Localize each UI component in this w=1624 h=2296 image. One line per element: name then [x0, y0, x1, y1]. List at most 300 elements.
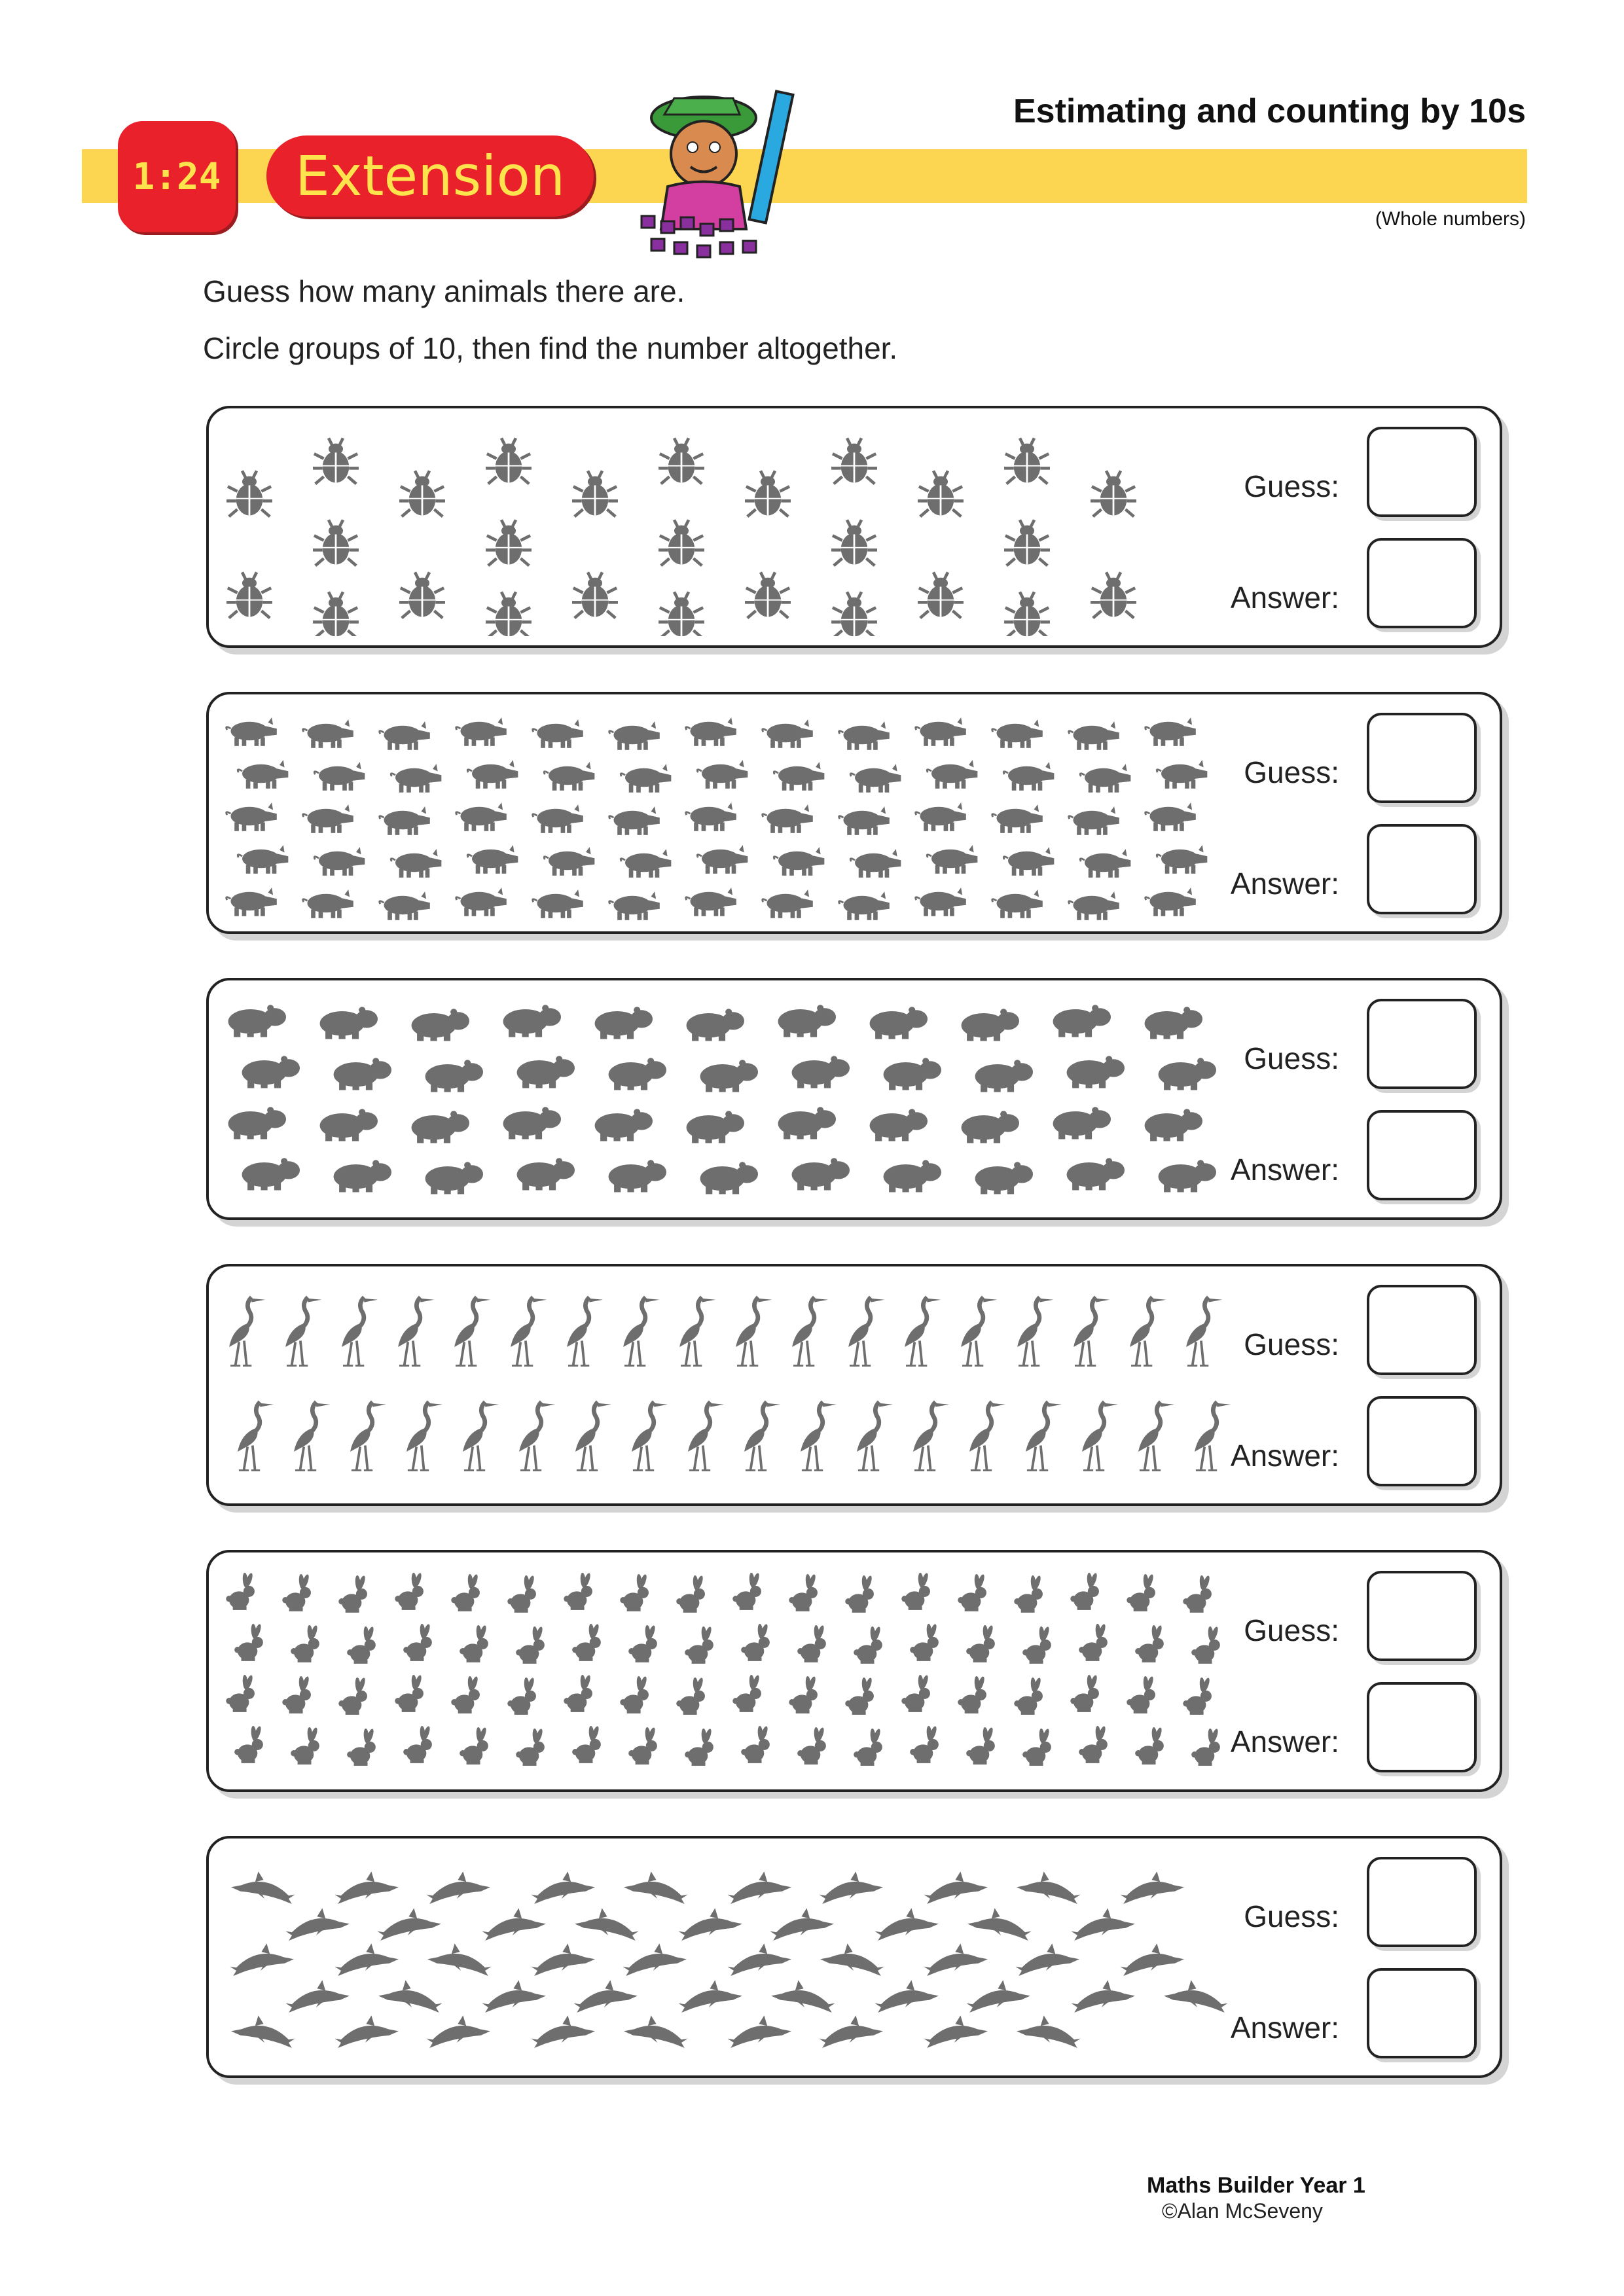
hippo-icon [1053, 1005, 1111, 1037]
rabbit-icon [1135, 1624, 1164, 1662]
answer-label: Answer: [1230, 1439, 1339, 1473]
page-title: Estimating and counting by 10s [1013, 92, 1526, 130]
hippo-icon [425, 1060, 483, 1092]
rabbit-icon [1070, 1674, 1099, 1712]
heron-icon [688, 1402, 724, 1471]
beetle-panel [206, 406, 1502, 648]
dolphin-group [223, 1848, 1303, 2066]
hippo-icon [412, 1111, 469, 1143]
answer-label: Answer: [1230, 1725, 1339, 1759]
heron-icon [1017, 1297, 1053, 1366]
pig-icon [1146, 888, 1196, 916]
rabbit-icon [282, 1573, 311, 1611]
answer-box[interactable] [1367, 1968, 1477, 2058]
dolphin-icon [819, 2015, 883, 2048]
dolphin-icon [678, 1980, 742, 2013]
dolphin-icon [377, 1908, 441, 1941]
pig-icon [621, 764, 671, 793]
rabbit-icon [910, 1623, 939, 1661]
heron-icon [961, 1297, 997, 1366]
rabbit-icon [901, 1572, 930, 1610]
hippo-icon [884, 1058, 941, 1090]
dolphin-icon [285, 1908, 350, 1941]
rabbit-icon [291, 1727, 319, 1765]
pig-icon [238, 845, 288, 874]
dolphin-icon [230, 1943, 294, 1976]
rabbit-icon [854, 1728, 882, 1766]
hippo-icon [962, 1111, 1019, 1143]
pig-icon [992, 719, 1043, 748]
beetle-icon [1091, 572, 1136, 618]
heron-icon [1195, 1402, 1231, 1471]
hippo-icon [975, 1162, 1033, 1194]
hippo-icon [962, 1009, 1019, 1041]
hippo-icon [778, 1107, 836, 1139]
beetle-icon [918, 572, 964, 618]
pig-icon [380, 891, 430, 920]
dolphin-icon [771, 1980, 835, 2013]
guess-box[interactable] [1367, 1285, 1477, 1375]
beetle-group [223, 418, 1303, 636]
rabbit-icon [347, 1626, 376, 1664]
heron-icon [285, 1297, 321, 1366]
rabbit-icon [1127, 1573, 1155, 1611]
pig-icon [238, 760, 288, 789]
hippo-icon [1145, 1109, 1202, 1141]
rabbit-icon [741, 1725, 770, 1763]
dolphin-icon [426, 2015, 490, 2048]
hippo-icon [503, 1005, 561, 1037]
answer-box[interactable] [1367, 824, 1477, 914]
pig-icon [533, 719, 583, 748]
pig-icon [533, 889, 583, 918]
rabbit-icon [347, 1728, 376, 1766]
heron-icon [519, 1402, 555, 1471]
pig-icon [916, 802, 966, 831]
rabbit-panel [206, 1550, 1502, 1792]
pig-icon [380, 721, 430, 750]
guess-label: Guess: [1244, 1613, 1339, 1647]
dolphin-icon [1017, 1871, 1081, 1904]
pig-icon [697, 760, 748, 789]
heron-icon [913, 1402, 949, 1471]
rabbit-icon [676, 1677, 705, 1715]
heron-icon [1026, 1402, 1062, 1471]
rabbit-icon [732, 1572, 761, 1610]
pig-icon [609, 806, 660, 835]
pig-icon [314, 762, 365, 791]
copyright: ©Alan McSeveny [1162, 2199, 1323, 2223]
beetle-icon [1004, 592, 1050, 636]
pig-icon [850, 764, 901, 793]
topic-subtitle: (Whole numbers) [1375, 208, 1526, 230]
hippo-icon [687, 1111, 744, 1143]
heron-icon [1074, 1297, 1110, 1366]
pig-icon [303, 889, 353, 918]
pig-icon [697, 845, 748, 874]
dolphin-icon [285, 1980, 350, 2013]
rabbit-icon [685, 1626, 713, 1664]
beetle-icon [313, 592, 359, 636]
hippo-icon [320, 1109, 378, 1141]
dolphin-icon [727, 2015, 791, 2048]
dolphin-icon [1015, 1943, 1079, 1976]
rabbit-icon [1135, 1727, 1164, 1765]
pig-icon [391, 849, 441, 878]
beetle-icon [745, 471, 791, 516]
pig-icon [992, 889, 1043, 918]
heron-icon [1138, 1402, 1174, 1471]
rabbit-icon [395, 1572, 424, 1610]
rabbit-icon [732, 1674, 761, 1712]
guess-box[interactable] [1367, 427, 1477, 517]
rabbit-icon [620, 1676, 649, 1713]
heron-icon [398, 1297, 434, 1366]
hippo-icon [870, 1109, 928, 1141]
dolphin-icon [231, 1871, 295, 1904]
rabbit-icon [628, 1727, 657, 1765]
rabbit-icon [507, 1677, 536, 1715]
rabbit-icon [403, 1725, 432, 1763]
heron-icon [511, 1297, 547, 1366]
dolphin-icon [231, 2015, 295, 2048]
beetle-icon [226, 471, 272, 516]
dolphin-icon [819, 1871, 883, 1904]
beetle-icon [486, 592, 532, 636]
heron-icon [632, 1402, 668, 1471]
pig-icon [1146, 802, 1196, 831]
rabbit-icon [460, 1727, 488, 1765]
beetle-icon [486, 520, 532, 565]
rabbit-icon [845, 1677, 874, 1715]
answer-label: Answer: [1230, 1153, 1339, 1187]
guess-box[interactable] [1367, 1857, 1477, 1947]
beetle-icon [831, 592, 877, 636]
hippo-icon [700, 1162, 758, 1194]
rabbit-icon [1014, 1677, 1043, 1715]
beetle-icon [1004, 520, 1050, 565]
pig-icon [533, 804, 583, 833]
rabbit-group [223, 1562, 1303, 1780]
rabbit-icon [1127, 1676, 1155, 1713]
rabbit-icon [395, 1674, 424, 1712]
pig-icon [303, 719, 353, 748]
answer-label: Answer: [1230, 2011, 1339, 2045]
rabbit-icon [234, 1623, 263, 1661]
heron-icon [294, 1402, 330, 1471]
rabbit-icon [958, 1676, 986, 1713]
dolphin-icon [334, 1943, 399, 1976]
dolphin-icon [482, 1908, 546, 1941]
rabbit-icon [1191, 1728, 1220, 1766]
heron-group [223, 1276, 1303, 1494]
rabbit-icon [226, 1674, 255, 1712]
hippo-icon [334, 1160, 391, 1192]
mascot-illustration [628, 79, 818, 268]
pig-icon [916, 888, 966, 916]
hippo-icon [1159, 1058, 1216, 1090]
heron-icon [406, 1402, 442, 1471]
heron-icon [342, 1297, 378, 1366]
heron-icon [454, 1297, 490, 1366]
dolphin-icon [334, 1871, 399, 1904]
pig-icon [226, 888, 277, 916]
guess-box[interactable] [1367, 1571, 1477, 1661]
pig-icon [927, 845, 977, 874]
heron-icon [679, 1297, 715, 1366]
heron-icon [736, 1297, 772, 1366]
pig-icon [609, 721, 660, 750]
hippo-icon [975, 1060, 1033, 1092]
rabbit-icon [628, 1624, 657, 1662]
guess-label: Guess: [1244, 1899, 1339, 1933]
pig-panel [206, 692, 1502, 934]
heron-icon [463, 1402, 499, 1471]
heron-icon [575, 1402, 611, 1471]
heron-icon [238, 1402, 274, 1471]
dolphin-icon [1120, 1871, 1184, 1904]
beetle-icon [399, 572, 445, 618]
dolphin-icon [1017, 2015, 1081, 2048]
hippo-icon [792, 1158, 850, 1190]
answer-box[interactable] [1367, 1396, 1477, 1486]
pig-icon [839, 721, 890, 750]
dolphin-icon [924, 1943, 988, 1976]
hippo-icon [1067, 1158, 1125, 1190]
hippo-panel [206, 978, 1502, 1220]
hippo-icon [425, 1162, 483, 1194]
hippo-icon [1053, 1107, 1111, 1139]
book-title: Maths Builder Year 1 [1147, 2173, 1365, 2198]
hippo-icon [870, 1007, 928, 1039]
rabbit-icon [620, 1573, 649, 1611]
hippo-icon [1067, 1056, 1125, 1088]
instruction-1: Guess how many animals there are. [203, 274, 685, 308]
pig-icon [609, 891, 660, 920]
pig-icon [686, 888, 736, 916]
beetle-icon [659, 438, 704, 484]
dolphin-icon [875, 1980, 939, 2013]
rabbit-icon [1191, 1626, 1220, 1664]
beetle-icon [486, 438, 532, 484]
pig-icon [1003, 762, 1054, 791]
dolphin-icon [727, 1871, 791, 1904]
beetle-icon [659, 520, 704, 565]
pig-icon [303, 804, 353, 833]
pig-icon [621, 849, 671, 878]
rabbit-icon [789, 1573, 818, 1611]
rabbit-icon [901, 1674, 930, 1712]
hippo-icon [595, 1007, 653, 1039]
answer-label: Answer: [1230, 867, 1339, 901]
extension-label: Extension [266, 135, 594, 217]
hippo-icon [320, 1007, 378, 1039]
beetle-icon [1091, 471, 1136, 516]
pig-icon [467, 760, 518, 789]
dolphin-icon [770, 1908, 834, 1941]
pig-icon [839, 891, 890, 920]
beetle-icon [313, 520, 359, 565]
beetle-icon [399, 471, 445, 516]
dolphin-icon [624, 2015, 688, 2048]
beetle-icon [831, 438, 877, 484]
rabbit-icon [516, 1728, 545, 1766]
guess-box[interactable] [1367, 713, 1477, 803]
heron-icon [905, 1297, 941, 1366]
guess-label: Guess: [1244, 1327, 1339, 1361]
dolphin-icon [967, 1908, 1032, 1941]
answer-box[interactable] [1367, 1110, 1477, 1200]
pig-icon [226, 802, 277, 831]
rabbit-icon [845, 1575, 874, 1613]
pig-icon [763, 889, 813, 918]
pig-icon [544, 762, 594, 791]
rabbit-icon [1022, 1626, 1051, 1664]
rabbit-icon [403, 1623, 432, 1661]
dolphin-icon [1071, 1908, 1135, 1941]
pig-group [223, 704, 1303, 922]
rabbit-icon [854, 1626, 882, 1664]
rabbit-icon [572, 1725, 601, 1763]
beetle-icon [659, 592, 704, 636]
pig-icon [763, 719, 813, 748]
dolphin-icon [624, 1871, 688, 1904]
beetle-icon [572, 471, 618, 516]
pig-icon [850, 849, 901, 878]
dolphin-icon [334, 2015, 399, 2048]
heron-icon [744, 1402, 780, 1471]
dolphin-icon [531, 2015, 595, 2048]
rabbit-icon [966, 1624, 995, 1662]
heron-icon [1130, 1297, 1166, 1366]
dolphin-icon [427, 1943, 492, 1976]
heron-icon [350, 1402, 386, 1471]
heron-icon [623, 1297, 659, 1366]
pig-icon [774, 847, 824, 876]
rabbit-icon [451, 1676, 480, 1713]
beetle-icon [226, 572, 272, 618]
dolphin-icon [426, 1871, 490, 1904]
rabbit-icon [516, 1626, 545, 1664]
pig-icon [1069, 891, 1119, 920]
hippo-icon [1159, 1160, 1216, 1192]
heron-icon [969, 1402, 1005, 1471]
hippo-icon [884, 1160, 941, 1192]
pig-icon [467, 845, 518, 874]
pig-icon [839, 806, 890, 835]
instruction-2: Circle groups of 10, then find the number altogether. [203, 331, 898, 365]
dolphin-icon [727, 1943, 791, 1976]
rabbit-icon [1070, 1572, 1099, 1610]
rabbit-icon [564, 1572, 592, 1610]
beetle-icon [313, 438, 359, 484]
answer-box[interactable] [1367, 1682, 1477, 1772]
guess-label: Guess: [1244, 755, 1339, 789]
pig-icon [544, 847, 594, 876]
pig-icon [391, 764, 441, 793]
pig-icon [927, 760, 977, 789]
hippo-icon [687, 1009, 744, 1041]
rabbit-icon [1014, 1575, 1043, 1613]
rabbit-icon [564, 1674, 592, 1712]
pig-icon [380, 806, 430, 835]
hippo-icon [242, 1158, 300, 1190]
pig-icon [1146, 717, 1196, 746]
heron-icon [801, 1402, 837, 1471]
heron-icon [857, 1402, 893, 1471]
hippo-icon [595, 1109, 653, 1141]
heron-icon [567, 1297, 603, 1366]
pig-icon [916, 717, 966, 746]
rabbit-icon [1183, 1575, 1212, 1613]
hippo-icon [334, 1058, 391, 1090]
rabbit-icon [966, 1727, 995, 1765]
pig-icon [1080, 849, 1130, 878]
dolphin-icon [875, 1908, 939, 1941]
rabbit-icon [1079, 1725, 1108, 1763]
dolphin-icon [531, 1871, 595, 1904]
rabbit-icon [1022, 1728, 1051, 1766]
dolphin-icon [378, 1980, 442, 2013]
hippo-icon [792, 1056, 850, 1088]
dolphin-icon [678, 1908, 742, 1941]
dolphin-icon [966, 1980, 1030, 2013]
rabbit-icon [741, 1623, 770, 1661]
rabbit-icon [507, 1575, 536, 1613]
beetle-icon [1004, 438, 1050, 484]
dolphin-icon [1071, 1980, 1135, 2013]
guess-box[interactable] [1367, 999, 1477, 1089]
guess-label: Guess: [1244, 1041, 1339, 1075]
dolphin-icon [924, 1871, 988, 1904]
rabbit-icon [460, 1624, 488, 1662]
dolphin-icon [573, 1980, 638, 2013]
rabbit-icon [338, 1677, 367, 1715]
rabbit-icon [451, 1573, 480, 1611]
hippo-icon [778, 1005, 836, 1037]
dolphin-icon [1120, 1943, 1184, 1976]
hippo-icon [228, 1005, 286, 1037]
hippo-icon [609, 1058, 666, 1090]
beetle-icon [831, 520, 877, 565]
pig-icon [1157, 845, 1207, 874]
answer-box[interactable] [1367, 538, 1477, 628]
heron-panel [206, 1264, 1502, 1506]
hippo-icon [700, 1060, 758, 1092]
pig-icon [686, 717, 736, 746]
beetle-icon [572, 572, 618, 618]
rabbit-icon [338, 1575, 367, 1613]
heron-icon [1082, 1402, 1118, 1471]
rabbit-icon [685, 1728, 713, 1766]
rabbit-icon [958, 1573, 986, 1611]
dolphin-icon [531, 1943, 595, 1976]
pig-icon [1069, 806, 1119, 835]
hippo-icon [517, 1056, 575, 1088]
rabbit-icon [797, 1727, 826, 1765]
pig-icon [774, 762, 824, 791]
pig-icon [1080, 764, 1130, 793]
dolphin-icon [820, 1943, 884, 1976]
pig-icon [314, 847, 365, 876]
dolphin-panel [206, 1836, 1502, 2078]
pig-icon [992, 804, 1043, 833]
pig-icon [456, 717, 507, 746]
heron-icon [1186, 1297, 1222, 1366]
pig-icon [1157, 760, 1207, 789]
rabbit-icon [1183, 1677, 1212, 1715]
dolphin-icon [575, 1908, 639, 1941]
